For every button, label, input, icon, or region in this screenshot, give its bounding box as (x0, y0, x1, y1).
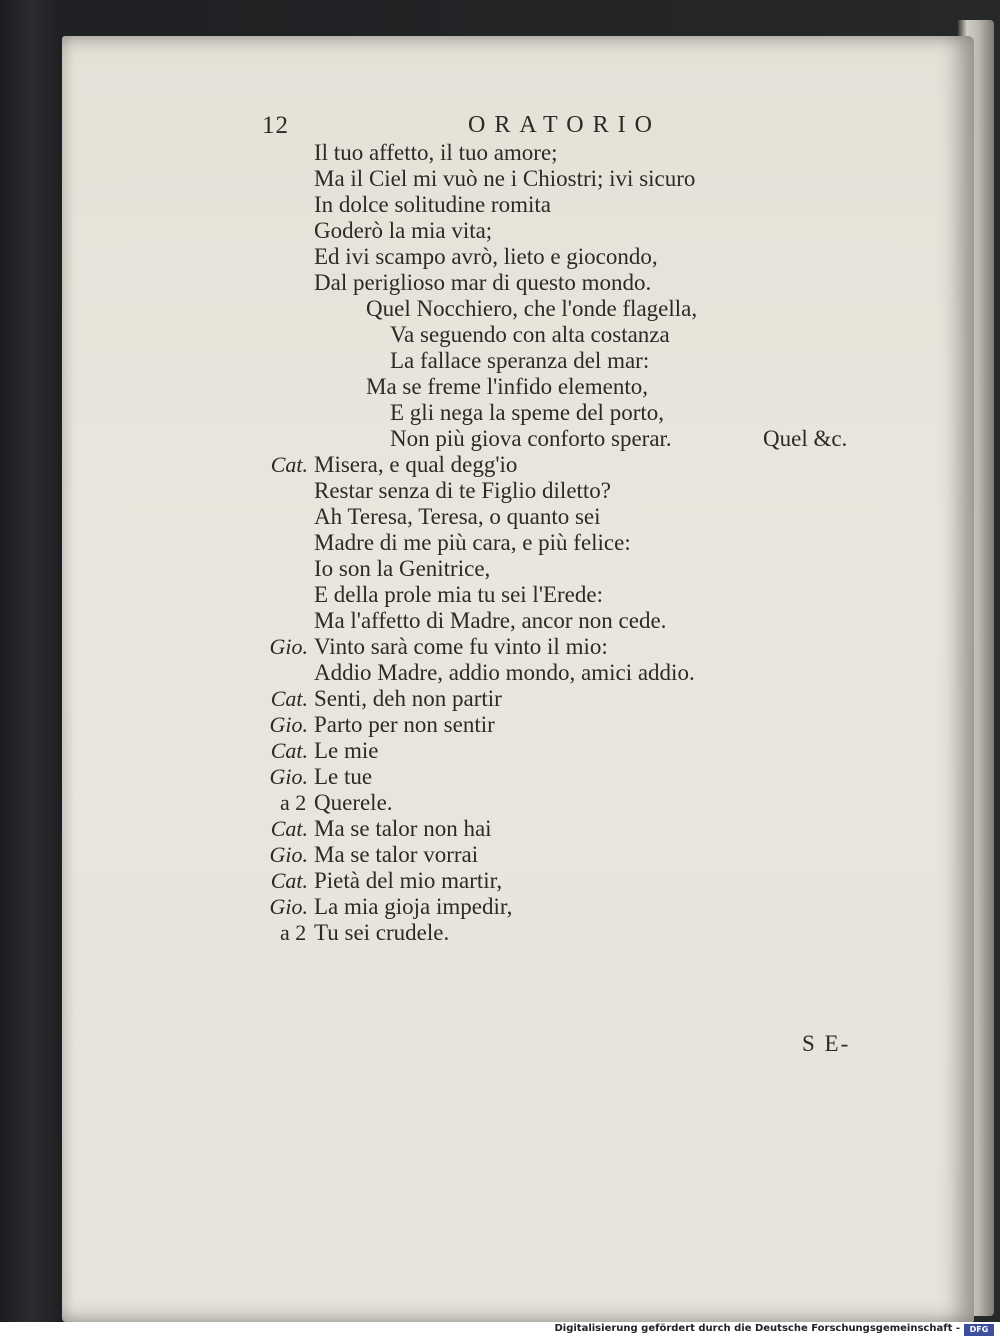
verse-text: Ma se talor non hai (314, 816, 492, 841)
verse-text: Va seguendo con alta costanza (390, 322, 670, 347)
verse-text: Ma se talor vorrai (314, 842, 479, 867)
dfg-logo: DFG (964, 1324, 994, 1336)
verse-text: Ma l'affetto di Madre, ancor non cede. (314, 608, 667, 633)
text-line (258, 738, 898, 764)
running-title: ORATORIO (468, 112, 661, 138)
text-line (258, 504, 898, 530)
verse-text: Il tuo affetto, il tuo amore; (314, 140, 558, 165)
text-line (258, 374, 898, 400)
text-line (258, 608, 898, 634)
text-line (258, 270, 898, 296)
speaker-label: Cat. (270, 452, 308, 477)
text-line (258, 686, 898, 712)
verse-text: Madre di me più cara, e più felice: (314, 530, 631, 555)
verse-text: Le mie (314, 738, 379, 763)
text-line (258, 452, 898, 478)
speaker-label: Cat. (270, 686, 308, 711)
text-line (258, 816, 898, 842)
text-line (258, 842, 898, 868)
verse-text: Quel Nocchiero, che l'onde flagella, (366, 296, 698, 321)
verse-text: Ed ivi scampo avrò, lieto e giocondo, (314, 244, 658, 269)
verse-text: Parto per non sentir (314, 712, 495, 737)
text-line (258, 868, 898, 894)
text-line (258, 348, 898, 374)
verse-text: E gli nega la speme del porto, (390, 400, 665, 425)
verse-text: Non più giova conforto sperar. (390, 426, 672, 451)
text-line (258, 192, 898, 218)
page-header (262, 112, 862, 142)
text-line (258, 894, 898, 920)
verse-text: Restar senza di te Figlio diletto? (314, 478, 612, 503)
verse-text: Dal periglioso mar di questo mondo. (314, 270, 652, 295)
text-line (258, 296, 898, 322)
footer-bar (0, 1322, 1000, 1338)
verse-text: E della prole mia tu sei l'Erede: (314, 582, 603, 607)
text-line (258, 166, 898, 192)
text-line (258, 426, 898, 452)
verse-text: Vinto sarà come fu vinto il mio: (314, 634, 608, 659)
speaker-label: Gio. (269, 842, 308, 867)
speaker-label: Gio. (269, 712, 308, 737)
text-line (258, 764, 898, 790)
text-line (258, 582, 898, 608)
verse-text: Le tue (314, 764, 373, 789)
speaker-label: Gio. (269, 894, 308, 919)
verse-text: Pietà del mio martir, (314, 868, 503, 893)
verse-text: Misera, e qual degg'io (314, 452, 518, 477)
verse-text: In dolce solitudine romita (314, 192, 551, 217)
verse-text: Ma se freme l'infido elemento, (366, 374, 648, 399)
text-line (258, 400, 898, 426)
verse-text: Goderò la mia vita; (314, 218, 493, 243)
duet-marker: a 2 (280, 790, 307, 815)
text-line (258, 920, 898, 946)
text-line (258, 244, 898, 270)
page-number: 12 (262, 112, 289, 139)
speaker-label: Cat. (270, 738, 308, 763)
speaker-label: Cat. (270, 868, 308, 893)
text-line (258, 634, 898, 660)
text-line (258, 322, 898, 348)
text-line (258, 660, 898, 686)
catchword: S E- (802, 1031, 851, 1056)
verse-text: Senti, deh non partir (314, 686, 502, 711)
text-line (258, 556, 898, 582)
da-capo-cue: Quel &c. (763, 426, 848, 451)
duet-marker: a 2 (280, 920, 307, 945)
speaker-label: Gio. (269, 634, 308, 659)
libretto-text (258, 140, 898, 946)
speaker-label: Cat. (270, 816, 308, 841)
verse-text: Querele. (314, 790, 393, 815)
verse-text: Ma il Ciel mi vuò ne i Chiostri; ivi sicuro (314, 166, 696, 191)
text-line (258, 218, 898, 244)
verse-text: Addio Madre, addio mondo, amici addio. (314, 660, 695, 685)
text-line (258, 712, 898, 738)
speaker-label: Gio. (269, 764, 308, 789)
verse-text: Io son la Genitrice, (314, 556, 491, 581)
verse-text: La mia gioja impedir, (314, 894, 513, 919)
funding-credit: Digitalisierung gefördert durch die Deutsche Forschungsgemeinschaft - (554, 1323, 960, 1334)
verse-text: Tu sei crudele. (314, 920, 450, 945)
text-line (258, 140, 898, 166)
text-line (258, 530, 898, 556)
text-line (258, 478, 898, 504)
verse-text: La fallace speranza del mar: (390, 348, 650, 373)
verse-text: Ah Teresa, Teresa, o quanto sei (314, 504, 601, 529)
text-line (258, 790, 898, 816)
